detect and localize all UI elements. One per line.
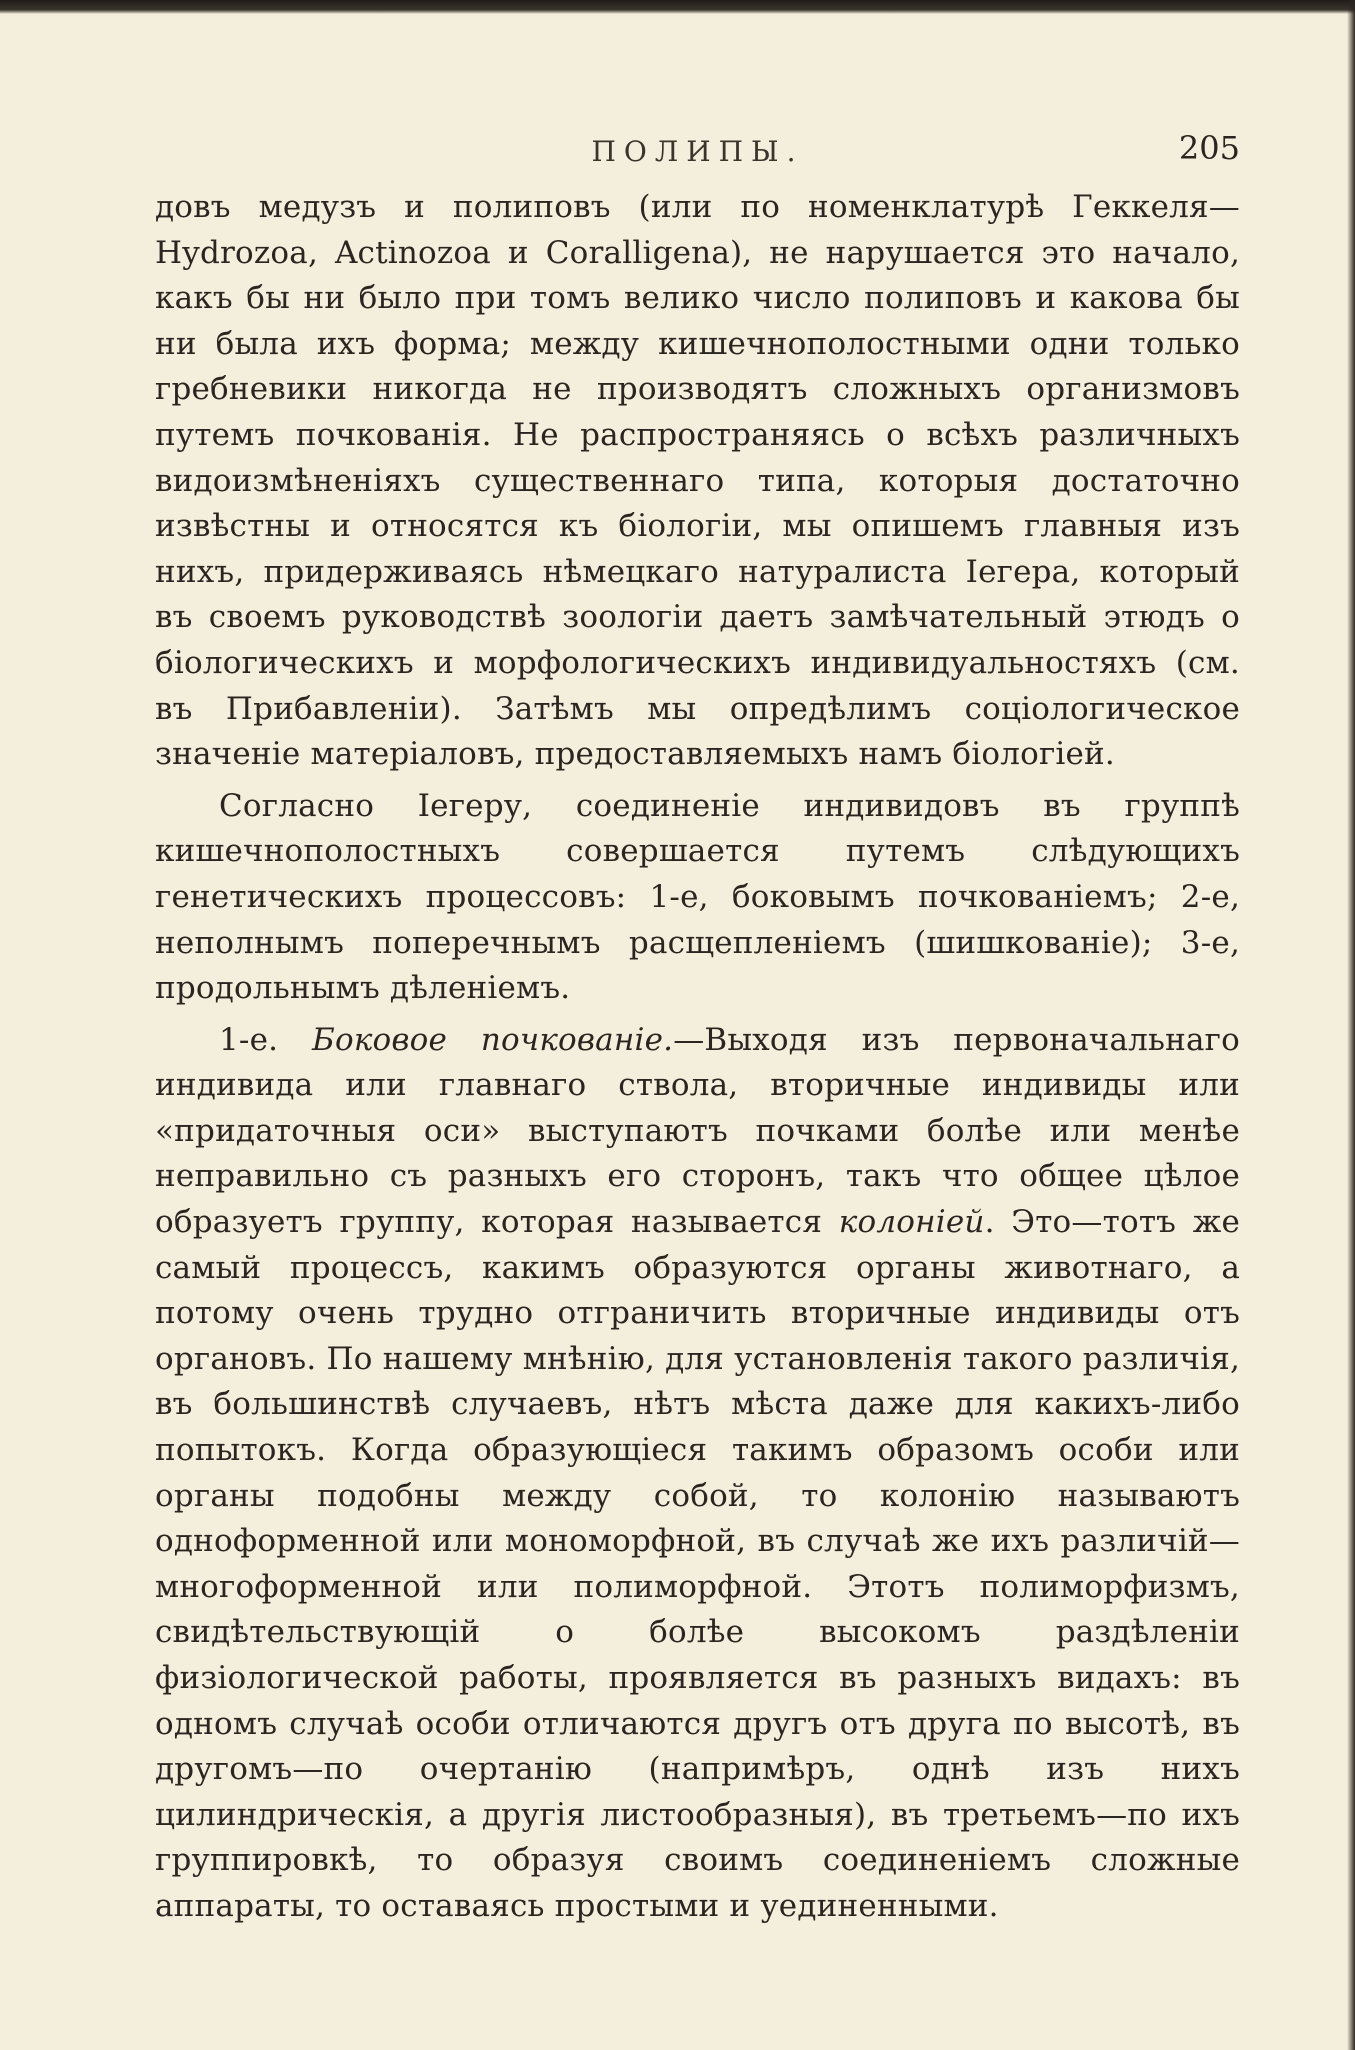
section-number: 1-е.: [219, 1021, 312, 1058]
page-number: 205: [1178, 129, 1240, 167]
paragraph-3-text-part-1: —Выходя изъ первоначальнаго индивида или главнаго ствола, вторичные индивиды или «придаточныя оси» выступаютъ почками болѣе или менѣе неправильно съ разныхъ его сторонъ, такъ что общее цѣлое образуетъ группу, которая называется: [155, 1021, 1240, 1241]
book-page: [155, 125, 1240, 1930]
paragraph-3-text-part-2: . Это—тотъ же самый процессъ, какимъ образуются органы животнаго, а потому очень трудно отграничить вторичные индивиды отъ органовъ. По нашему мнѣнію, для установленія такого различія, въ большинствѣ случаевъ, нѣтъ мѣста даже для какихъ-либо попытокъ. Когда образующіеся такимъ образомъ особи или органы подобны между собой, то колонію называютъ одноформенной или мономорфной, въ случаѣ же ихъ различій—многоформенной или полиморфной. Этотъ полиморфизмъ, свидѣтельствующій о болѣе высокомъ раздѣленіи физіологической работы, проявляется въ разныхъ видахъ: въ одномъ случаѣ особи отличаются другъ отъ друга по высотѣ, въ другомъ—по очертанію (напримѣръ, однѣ изъ нихъ цилиндрическія, а другія листообразныя), въ третьемъ—по ихъ группировкѣ, то образуя своимъ соединеніемъ сложные аппараты, то оставаясь простыми и уединенными.: [155, 1204, 1240, 1924]
paragraph-1: довъ медузъ и полиповъ (или по номенклатурѣ Геккеля—Hydrozoa, Actinozoa и Coralligena), не нарушается это начало, какъ бы ни было при томъ велико число полиповъ и какова бы ни была ихъ форма; между кишечнополостными одни только гребневики никогда не производятъ сложныхъ организмовъ путемъ почкованія. Не распространяясь о всѣхъ различныхъ видоизмѣненіяхъ существеннаго типа, которыя достаточно извѣстны и относятся къ біологіи, мы опишемъ главныя изъ нихъ, придерживаясь нѣмецкаго натуралиста Іегера, который въ своемъ руководствѣ зоологіи даетъ замѣчательный этюдъ о біологическихъ и морфологическихъ индивидуальностяхъ (см. въ Прибавленіи). Затѣмъ мы опредѣлимъ соціологическое значеніе матеріаловъ, предоставляемыхъ намъ біологіей.: [155, 189, 1240, 773]
running-head: [155, 125, 1240, 185]
body-text: [155, 185, 1240, 1930]
scan-right-edge: [1347, 0, 1355, 2050]
paragraph-2: Согласно Іегеру, соединеніе индивидовъ въ группѣ кишечнополостныхъ совершается путемъ слѣдующихъ генетическихъ процессовъ: 1-е, боковымъ почкованіемъ; 2-е, неполнымъ поперечнымъ расщепленіемъ (шишкованіе); 3-е, продольнымъ дѣленіемъ.: [155, 787, 1240, 1007]
section-heading: Боковое почкованіе.: [311, 1021, 674, 1058]
scan-top-edge: [0, 0, 1355, 14]
italic-term: колоніей: [838, 1204, 985, 1241]
running-title: ПОЛИПЫ.: [591, 135, 804, 168]
paragraph-3: [155, 1018, 1240, 1930]
